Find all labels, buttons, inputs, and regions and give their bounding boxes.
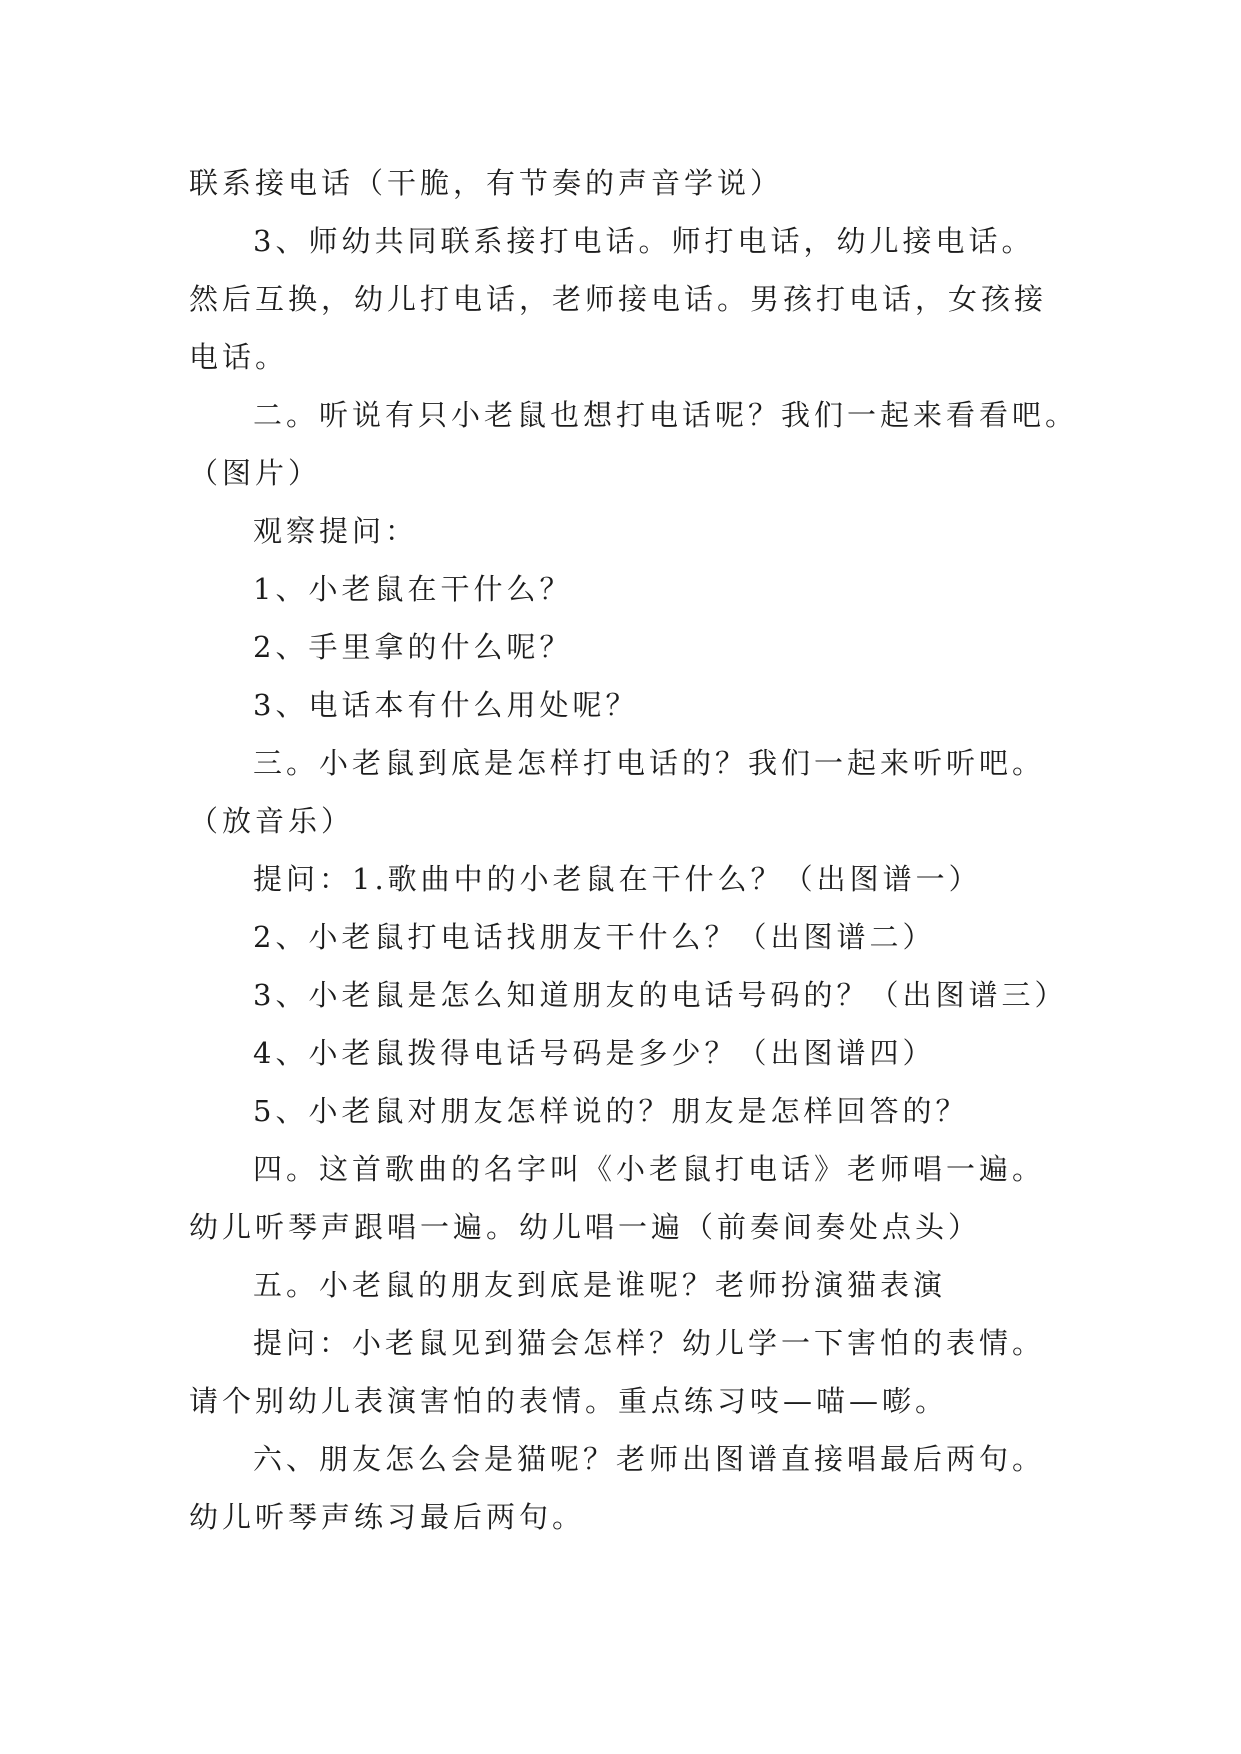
text-line-14: 2、小老鼠打电话找朋友干什么？（出图谱二） bbox=[253, 920, 936, 954]
text-line-16: 4、小老鼠拨得电话号码是多少？（出图谱四） bbox=[253, 1036, 936, 1070]
text-line-12: （放音乐） bbox=[189, 804, 355, 838]
text-line-10: 3、电话本有什么用处呢？ bbox=[253, 688, 639, 722]
text-line-8: 1、小老鼠在干什么？ bbox=[253, 572, 573, 606]
text-line-11: 三。小老鼠到底是怎样打电话的？我们一起来听听吧。 bbox=[253, 746, 1046, 780]
document-body bbox=[189, 154, 1089, 1546]
text-line-24: 幼儿听琴声练习最后两句。 bbox=[189, 1500, 586, 1534]
text-line-23: 六、朋友怎么会是猫呢？老师出图谱直接唱最后两句。 bbox=[253, 1442, 1046, 1476]
text-line-15: 3、小老鼠是怎么知道朋友的电话号码的？（出图谱三） bbox=[253, 978, 1068, 1012]
text-line-3: 然后互换，幼儿打电话，老师接电话。男孩打电话，女孩接 bbox=[189, 282, 1048, 316]
text-line-13: 提问：1.歌曲中的小老鼠在干什么？（出图谱一） bbox=[253, 862, 982, 896]
text-line-19: 幼儿听琴声跟唱一遍。幼儿唱一遍（前奏间奏处点头） bbox=[189, 1210, 982, 1244]
text-line-22: 请个别幼儿表演害怕的表情。重点练习吱—喵—嘭。 bbox=[189, 1384, 949, 1418]
text-line-1: 联系接电话（干脆，有节奏的声音学说） bbox=[189, 166, 784, 200]
text-line-5: 二。听说有只小老鼠也想打电话呢？我们一起来看看吧。 bbox=[253, 398, 1079, 432]
text-line-4: 电话。 bbox=[189, 340, 289, 374]
text-line-17: 5、小老鼠对朋友怎样说的？朋友是怎样回答的？ bbox=[253, 1094, 969, 1128]
text-line-6: （图片） bbox=[189, 456, 322, 490]
text-line-18: 四。这首歌曲的名字叫《小老鼠打电话》老师唱一遍。 bbox=[253, 1152, 1046, 1186]
text-line-9: 2、手里拿的什么呢？ bbox=[253, 630, 573, 664]
text-line-20: 五。小老鼠的朋友到底是谁呢？老师扮演猫表演 bbox=[253, 1268, 947, 1302]
text-line-2: 3、师幼共同联系接打电话。师打电话，幼儿接电话。 bbox=[253, 224, 1035, 258]
text-line-7: 观察提问： bbox=[253, 514, 419, 548]
text-line-21: 提问：小老鼠见到猫会怎样？幼儿学一下害怕的表情。 bbox=[253, 1326, 1046, 1360]
